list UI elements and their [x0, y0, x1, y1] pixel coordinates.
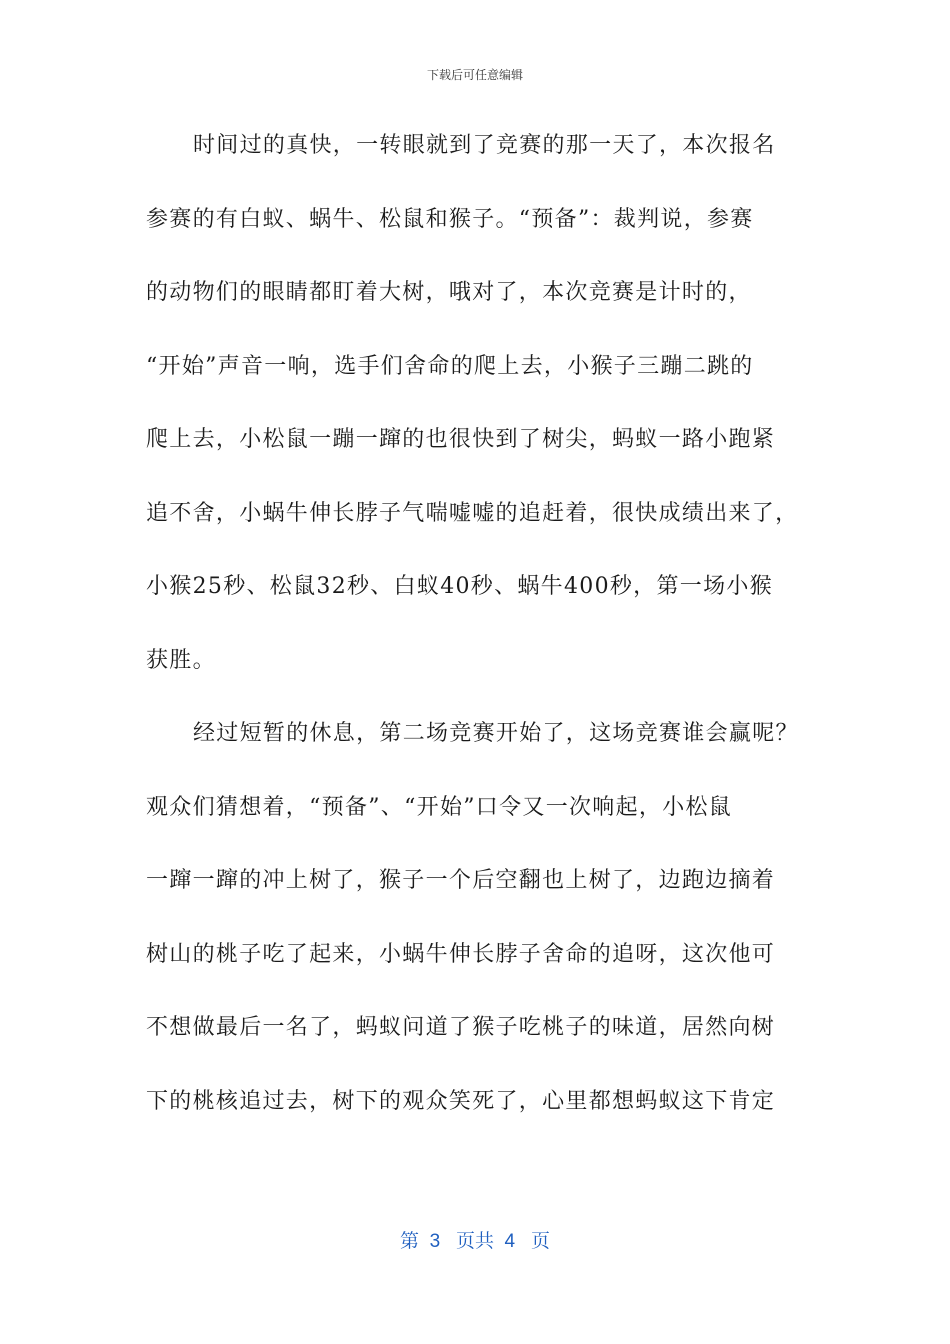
text-line: 获胜。 — [146, 647, 216, 673]
document-body — [146, 124, 806, 1153]
text-line: 追不舍，小蜗牛伸长脖子气喘嘘嘘的追赶着，很快成绩出来了， — [146, 500, 799, 526]
text-line: 爬上去，小松鼠一蹦一蹿的也很快到了树尖，蚂蚁一路小跑紧 — [146, 427, 776, 452]
text-line: 经过短暂的休息，第二场竞赛开始了，这场竞赛谁会赢呢？ — [193, 721, 799, 746]
text-line: 不想做最后一名了，蚂蚁问道了猴子吃桃子的味道，居然向树 — [146, 1015, 776, 1040]
page-number-footer: 第 3 页共 4 页 — [400, 1231, 550, 1252]
text-line: 的动物们的眼睛都盯着大树，哦对了，本次竞赛是计时的， — [146, 280, 752, 305]
text-line: 树山的桃子吃了起来，小蜗牛伸长脖子舍命的追呀，这次他可 — [146, 941, 776, 967]
page-header: 下载后可任意编辑 — [426, 68, 523, 82]
text-line: 下的桃核追过去，树下的观众笑死了，心里都想蚂蚁这下肯定 — [146, 1088, 776, 1114]
text-line: “开始”声音一响，选手们舍命的爬上去，小猴子三蹦二跳的 — [146, 353, 754, 379]
text-line: 一蹿一蹿的冲上树了，猴子一个后空翻也上树了，边跑边摘着 — [146, 868, 776, 893]
text-line: 观众们猜想着，“预备”、“开始”口令又一次响起，小松鼠 — [146, 794, 733, 820]
text-line: 参赛的有白蚁、蜗牛、松鼠和猴子。“预备”：裁判说，参赛 — [146, 206, 754, 232]
text-line: 小猴25秒、松鼠32秒、白蚁40秒、蜗牛400秒，第一场小猴 — [146, 574, 773, 599]
text-line: 时间过的真快，一转眼就到了竞赛的那一天了，本次报名 — [193, 133, 776, 158]
